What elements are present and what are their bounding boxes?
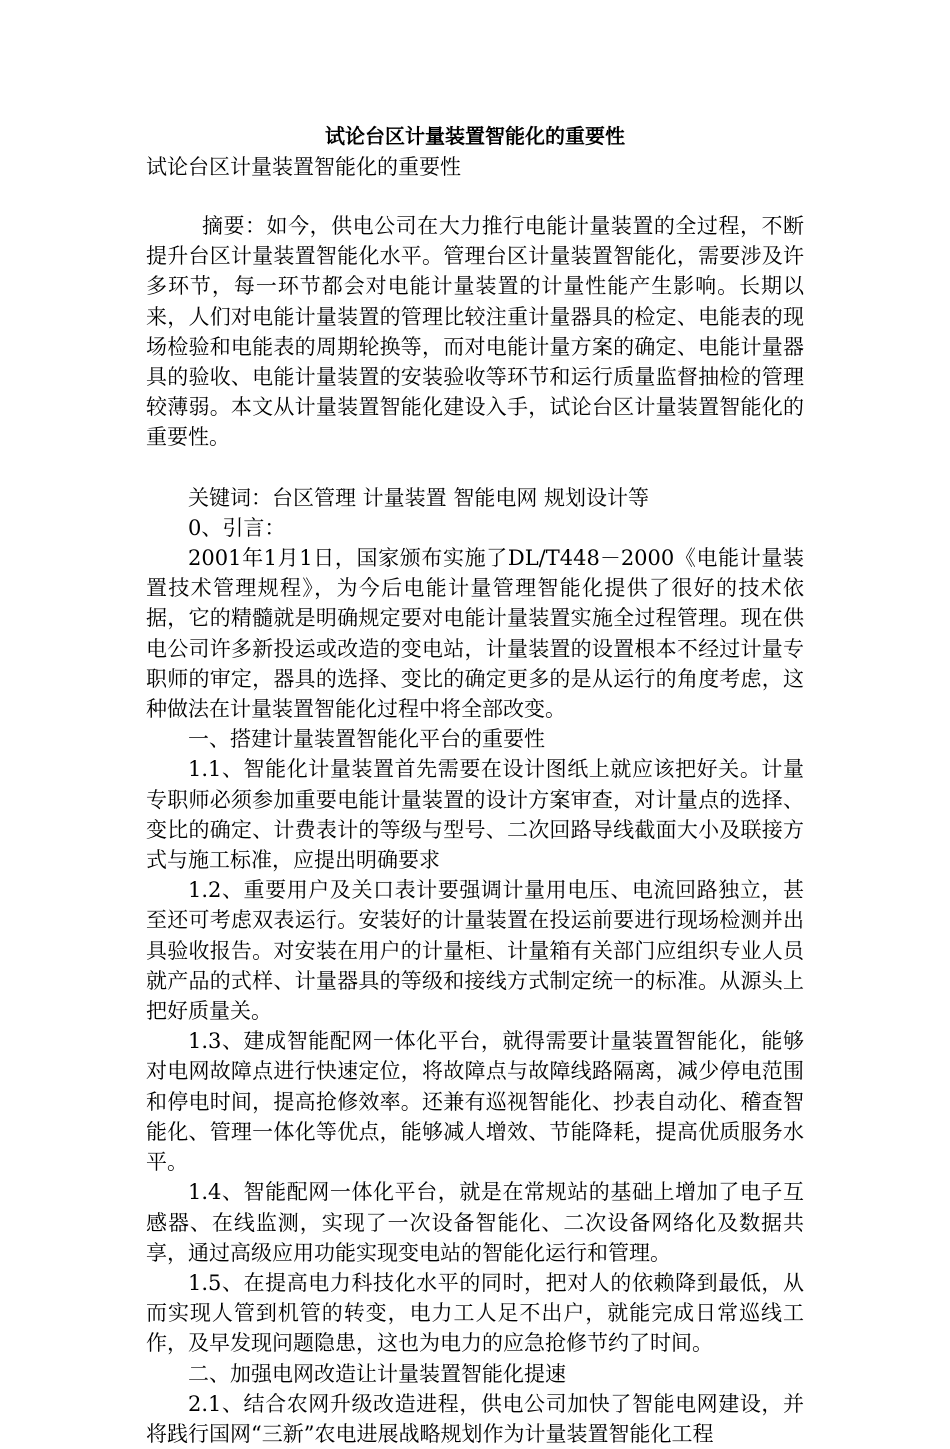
paragraph-2-1: 2.1、结合农网升级改造进程，供电公司加快了智能电网建设，并将践行国网“三新”农电进展战略规划作为计量装置智能化工程 <box>146 1391 804 1446</box>
paragraph-1-2: 1.2、重要用户及关口表计要强调计量用电压、电流回路独立，甚至还可考虑双表运行。安装好的计量装置在投运前要进行现场检测并出具验收报告。对安装在用户的计量柜、计量箱有关部门应组织专业人员就产品的式样、计量器具的等级和接线方式制定统一的标准。从源头上把好质量关。 <box>146 878 804 1024</box>
keywords-line: 关键词：台区管理 计量装置 智能电网 规划设计等 <box>188 485 650 510</box>
intro-heading: 0、引言： <box>188 515 286 540</box>
paragraph-1-3: 1.3、建成智能配网一体化平台，就得需要计量装置智能化，能够对电网故障点进行快速定位，将故障点与故障线路隔离，减少停电范围和停电时间，提高抢修效率。还兼有巡视智能化、抄表自动化、稽查智能化、管理一体化等优点，能够减人增效、节能降耗，提高优质服务水平。 <box>146 1029 804 1175</box>
intro-paragraph: 2001年1月1日，国家颁布实施了DL/T448－2000《电能计量装置技术管理规程》，为今后电能计量管理智能化提供了很好的技术依据，它的精髓就是明确规定要对电能计量装置实施全过程管理。现在供电公司许多新投运或改造的变电站，计量装置的设置根本不经过计量专职师的审定，器具的选择、变比的确定更多的是从运行的角度考虑，这种做法在计量装置智能化过程中将全部改变。 <box>146 546 804 722</box>
document-page <box>146 120 804 1449</box>
section-1-heading: 一、搭建计量装置智能化平台的重要性 <box>188 727 545 752</box>
section-2-heading: 二、加强电网改造让计量装置智能化提速 <box>188 1361 566 1386</box>
paragraph-1-1: 1.1、智能化计量装置首先需要在设计图纸上就应该把好关。计量专职师必须参加重要电能计量装置的设计方案审查，对计量点的选择、变比的确定、计费表计的等级与型号、二次回路导线截面大小及联接方式与施工标准，应提出明确要求 <box>146 757 804 873</box>
paragraph-1-5: 1.5、在提高电力科技化水平的同时，把对人的依赖降到最低，从而实现人管到机管的转变，电力工人足不出户，就能完成日常巡线工作，及早发现问题隐患，这也为电力的应急抢修节约了时间。 <box>146 1270 804 1356</box>
paragraph-1-4: 1.4、智能配网一体化平台，就是在常规站的基础上增加了电子互感器、在线监测，实现了一次设备智能化、二次设备网络化及数据共享，通过高级应用功能实现变电站的智能化运行和管理。 <box>146 1180 804 1265</box>
document-subtitle: 试论台区计量装置智能化的重要性 <box>146 155 461 179</box>
document-title: 试论台区计量装置智能化的重要性 <box>325 124 625 148</box>
abstract-paragraph: 摘要：如今，供电公司在大力推行电能计量装置的全过程，不断提升台区计量装置智能化水平。管理台区计量装置智能化，需要涉及许多环节，每一环节都会对电能计量装置的计量性能产生影响。长期以来，人们对电能计量装置的管理比较注重计量器具的检定、电能表的现场检验和电能表的周期轮换等，而对电能计量方案的确定、电能计量器具的验收、电能计量装置的安装验收等环节和运行质量监督抽检的管理较薄弱。本文从计量装置智能化建设入手，试论台区计量装置智能化的重要性。 <box>146 214 804 450</box>
